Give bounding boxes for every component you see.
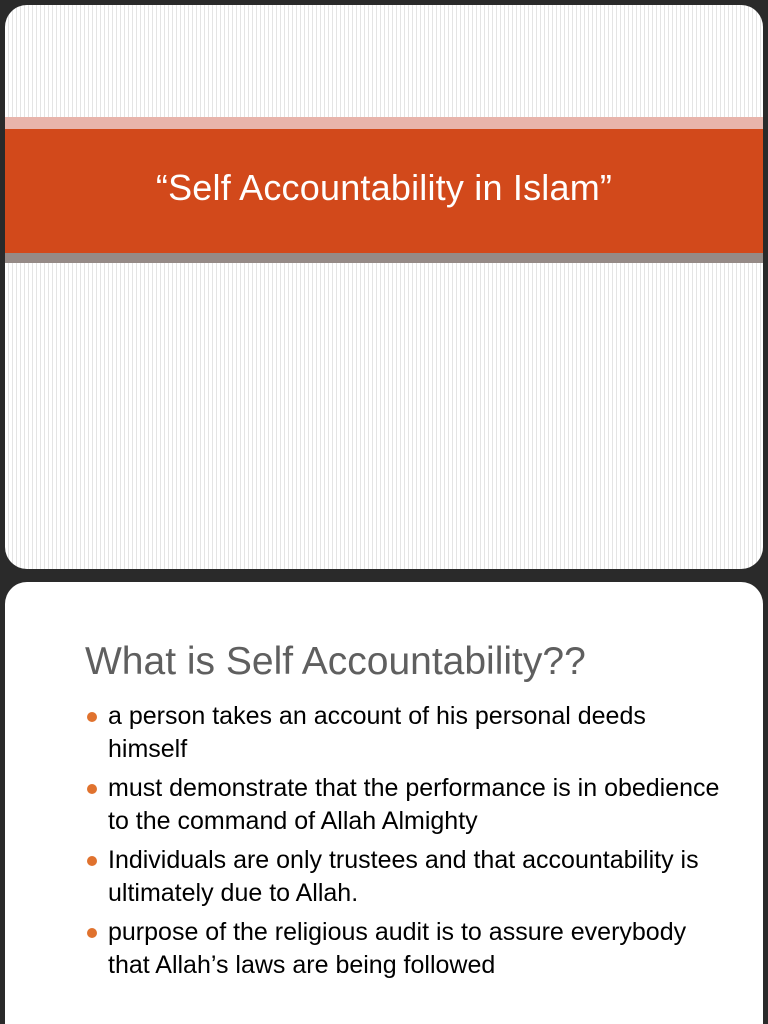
- bullet-dot-icon: [87, 712, 97, 722]
- bullet-dot-icon: [87, 784, 97, 794]
- slide-title: “Self Accountability in Islam”: [155, 167, 613, 208]
- bullet-text: a person takes an account of his personal deeds himself: [108, 702, 646, 763]
- bullet-text: Individuals are only trustees and that accountability is ultimately due to Allah.: [108, 846, 699, 907]
- bullet-item: [85, 916, 725, 982]
- bullet-item: [85, 700, 725, 766]
- bullet-text: purpose of the religious audit is to assure everybody that Allah’s laws are being followed: [108, 918, 687, 979]
- title-band-bottom-stripe: [5, 253, 763, 263]
- bullet-text: must demonstrate that the performance is in obedience to the command of Allah Almighty: [108, 774, 720, 835]
- bullet-dot-icon: [87, 928, 97, 938]
- bullet-list: [85, 700, 725, 988]
- slide-heading: What is Self Accountability??: [85, 640, 586, 683]
- bullet-item: [85, 772, 725, 838]
- title-band-top-stripe: [5, 117, 763, 129]
- bullet-dot-icon: [87, 856, 97, 866]
- title-slide: [5, 5, 763, 569]
- bullet-item: [85, 844, 725, 910]
- content-slide: [5, 582, 763, 1024]
- title-band: [5, 129, 763, 253]
